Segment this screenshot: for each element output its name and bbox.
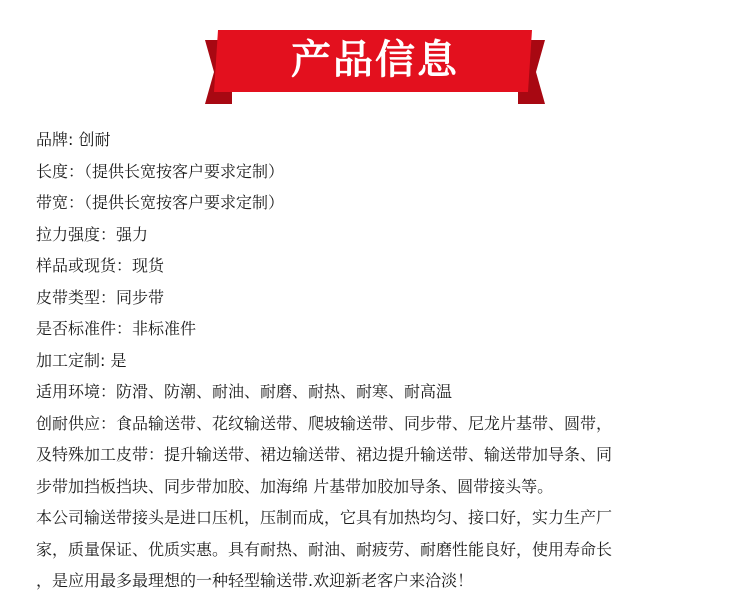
info-line-standard-part: 是否标准件：非标准件 [36, 319, 197, 338]
info-line-supply-1: 创耐供应：食品输送带、花纹输送带、爬坡输送带、同步带、尼龙片基带、圆带， [36, 413, 613, 433]
product-info-list [36, 124, 716, 597]
info-line-width: 带宽：（提供长宽按客户要求定制） [36, 193, 285, 212]
info-line-company-2: 家，质量保证、优质实惠。具有耐热、耐油、耐疲劳、耐磨性能良好，使用寿命长 [36, 539, 613, 559]
info-line-length: 长度：（提供长宽按客户要求定制） [36, 161, 285, 181]
info-line-supply-3: 步带加挡板挡块、同步带加胶、加海绵 片基带加胶加导条、圆带接头等。 [36, 476, 554, 496]
product-info-banner [0, 0, 750, 110]
info-line-tensile-strength: 拉力强度：强力 [36, 224, 149, 244]
info-line-customization: 加工定制: 是 [36, 350, 127, 370]
info-line-company-3: ，是应用最多最理想的一种轻型输送带.欢迎新老客户来洽淡！ [36, 571, 474, 590]
info-line-stock: 样品或现货：现货 [36, 256, 165, 275]
info-line-environment: 适用环境：防滑、防潮、耐油、耐磨、耐热、耐寒、耐高温 [36, 382, 453, 401]
info-line-belt-type: 皮带类型：同步带 [36, 287, 165, 307]
info-line-company-1: 本公司输送带接头是进口压机，压制而成，它具有加热均匀、接口好，实力生产厂 [36, 508, 613, 527]
info-line-brand: 品牌: 创耐 [36, 130, 111, 149]
info-line-supply-2: 及特殊加工皮带：提升输送带、裙边输送带、裙边提升输送带、输送带加导条、同 [36, 445, 613, 464]
banner-title: 产品信息 [291, 37, 459, 83]
